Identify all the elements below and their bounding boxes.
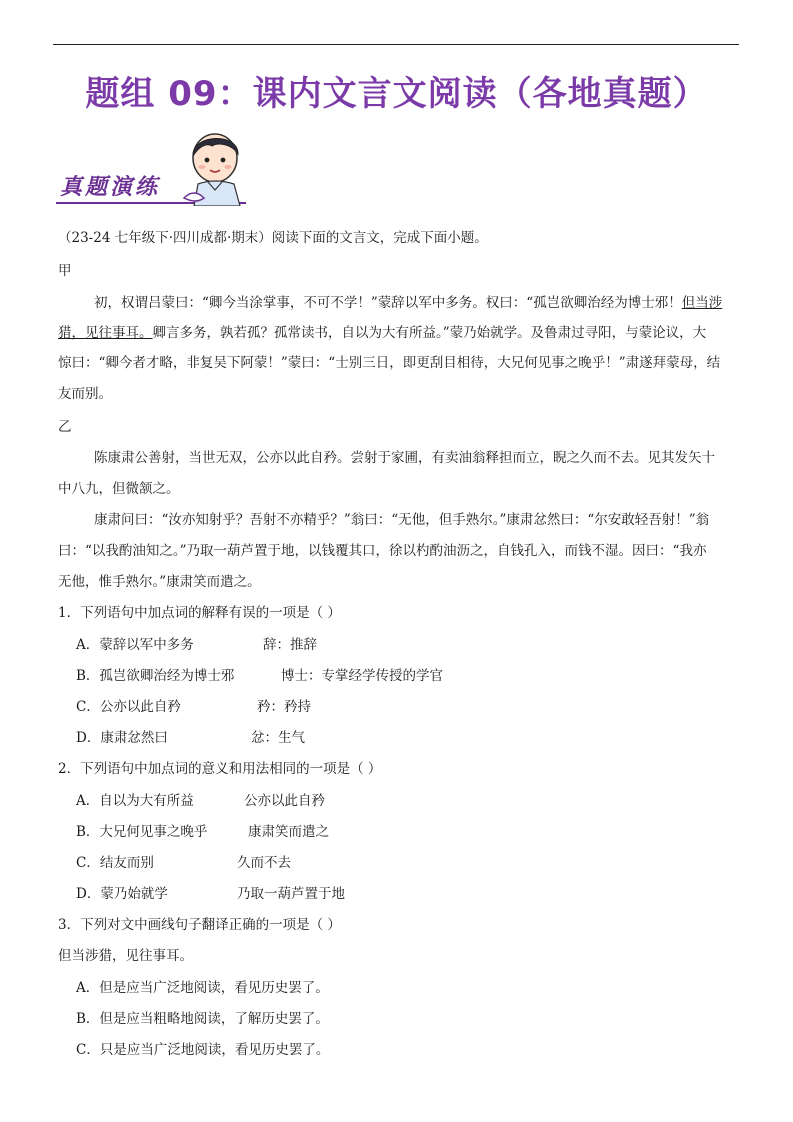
question-1-option-d-note: 忿：生气 (251, 730, 305, 746)
student-avatar-icon (182, 128, 252, 206)
question-1-option-a[interactable]: A．蒙辞以军中多务 (76, 637, 194, 653)
underlined-sentence-part2: 猎，见往事耳。 (58, 325, 153, 341)
question-1-option-d[interactable]: D．康肃忿然曰 (76, 730, 168, 746)
question-2-stem: 2．下列语句中加点词的意义和用法相同的一项是（ ） (58, 761, 382, 777)
question-2-option-c[interactable]: C．结友而别 (76, 855, 154, 871)
section-label-jia: 甲 (58, 263, 72, 279)
page-title: 题组 09：课内文言文阅读（各地真题） (85, 74, 708, 114)
jia-line-3: 惊曰：“卿今者才略，非复吴下阿蒙！”蒙曰：“士别三日，即更刮目相待，大兄何见事之晚乎！”肃遂拜蒙母，结 (58, 355, 721, 371)
yi-line-1: 陈康肃公善射，当世无双，公亦以此自矜。尝射于家圃，有卖油翁释担而立，睨之久而不去。见其发矢十 (94, 450, 715, 466)
jia-text: 初，权谓吕蒙曰：“卿今当涂掌事，不可不学！”蒙辞以军中多务。权曰：“孤岂欲卿治经为博士邪！ (94, 295, 682, 311)
banner-label: 真题演练 (60, 174, 161, 200)
question-3-quoted-sentence: 但当涉猎，见往事耳。 (58, 948, 193, 964)
question-3-option-b[interactable]: B．但是应当粗略地阅读，了解历史罢了。 (76, 1011, 329, 1027)
section-label-yi: 乙 (58, 419, 72, 435)
question-2-option-d-note: 乃取一葫芦置于地 (237, 886, 345, 902)
jia-line-1 (94, 294, 722, 312)
question-1-option-c[interactable]: C．公亦以此自矜 (76, 699, 181, 715)
header-rule (53, 44, 739, 45)
question-2-option-d[interactable]: D．蒙乃始就学 (76, 886, 168, 902)
jia-text: 卿言多务，孰若孤？孤常读书，自以为大有所益。”蒙乃始就学。及鲁肃过寻阳，与蒙论议，大 (152, 325, 707, 341)
question-2-option-a[interactable]: A．自以为大有所益 (76, 793, 194, 809)
jia-line-4: 友而别。 (58, 386, 112, 402)
question-1-option-c-note: 矜：矜持 (257, 699, 311, 715)
intro-text: （23-24 七年级下·四川成都·期末）阅读下面的文言文，完成下面小题。 (58, 230, 488, 246)
yi-line-3: 康肃问曰：“汝亦知射乎？吾射不亦精乎？”翁曰：“无他，但手熟尔。”康肃忿然曰：“尔安敢轻吾射！”翁 (94, 512, 710, 528)
question-1-stem: 1．下列语句中加点词的解释有误的一项是（ ） (58, 605, 341, 621)
yi-line-4: 曰：“以我酌油知之。”乃取一葫芦置于地，以钱覆其口，徐以杓酌油沥之，自钱孔入，而钱不湿。因曰：“我亦 (58, 543, 707, 559)
question-2-option-b[interactable]: B．大兄何见事之晚乎 (76, 824, 208, 840)
yi-line-5: 无他，惟手熟尔。”康肃笑而遣之。 (58, 574, 261, 590)
question-3-stem: 3．下列对文中画线句子翻译正确的一项是（ ） (58, 917, 341, 933)
underlined-sentence-part1: 但当涉 (681, 295, 723, 311)
question-2-option-a-note: 公亦以此自矜 (244, 793, 325, 809)
question-3-option-a[interactable]: A．但是应当广泛地阅读，看见历史罢了。 (76, 980, 329, 996)
question-3-option-c[interactable]: C．只是应当广泛地阅读，看见历史罢了。 (76, 1042, 330, 1058)
question-1-option-b-note: 博士：专掌经学传授的学官 (281, 668, 443, 684)
yi-line-2: 中八九，但微颔之。 (58, 481, 180, 497)
question-1-option-a-note: 辞：推辞 (263, 637, 317, 653)
question-1-option-b[interactable]: B．孤岂欲卿治经为博士邪 (76, 668, 235, 684)
practice-banner (56, 128, 256, 210)
jia-line-2 (58, 324, 706, 342)
question-2-option-c-note: 久而不去 (237, 855, 291, 871)
question-2-option-b-note: 康肃笑而遣之 (248, 824, 329, 840)
